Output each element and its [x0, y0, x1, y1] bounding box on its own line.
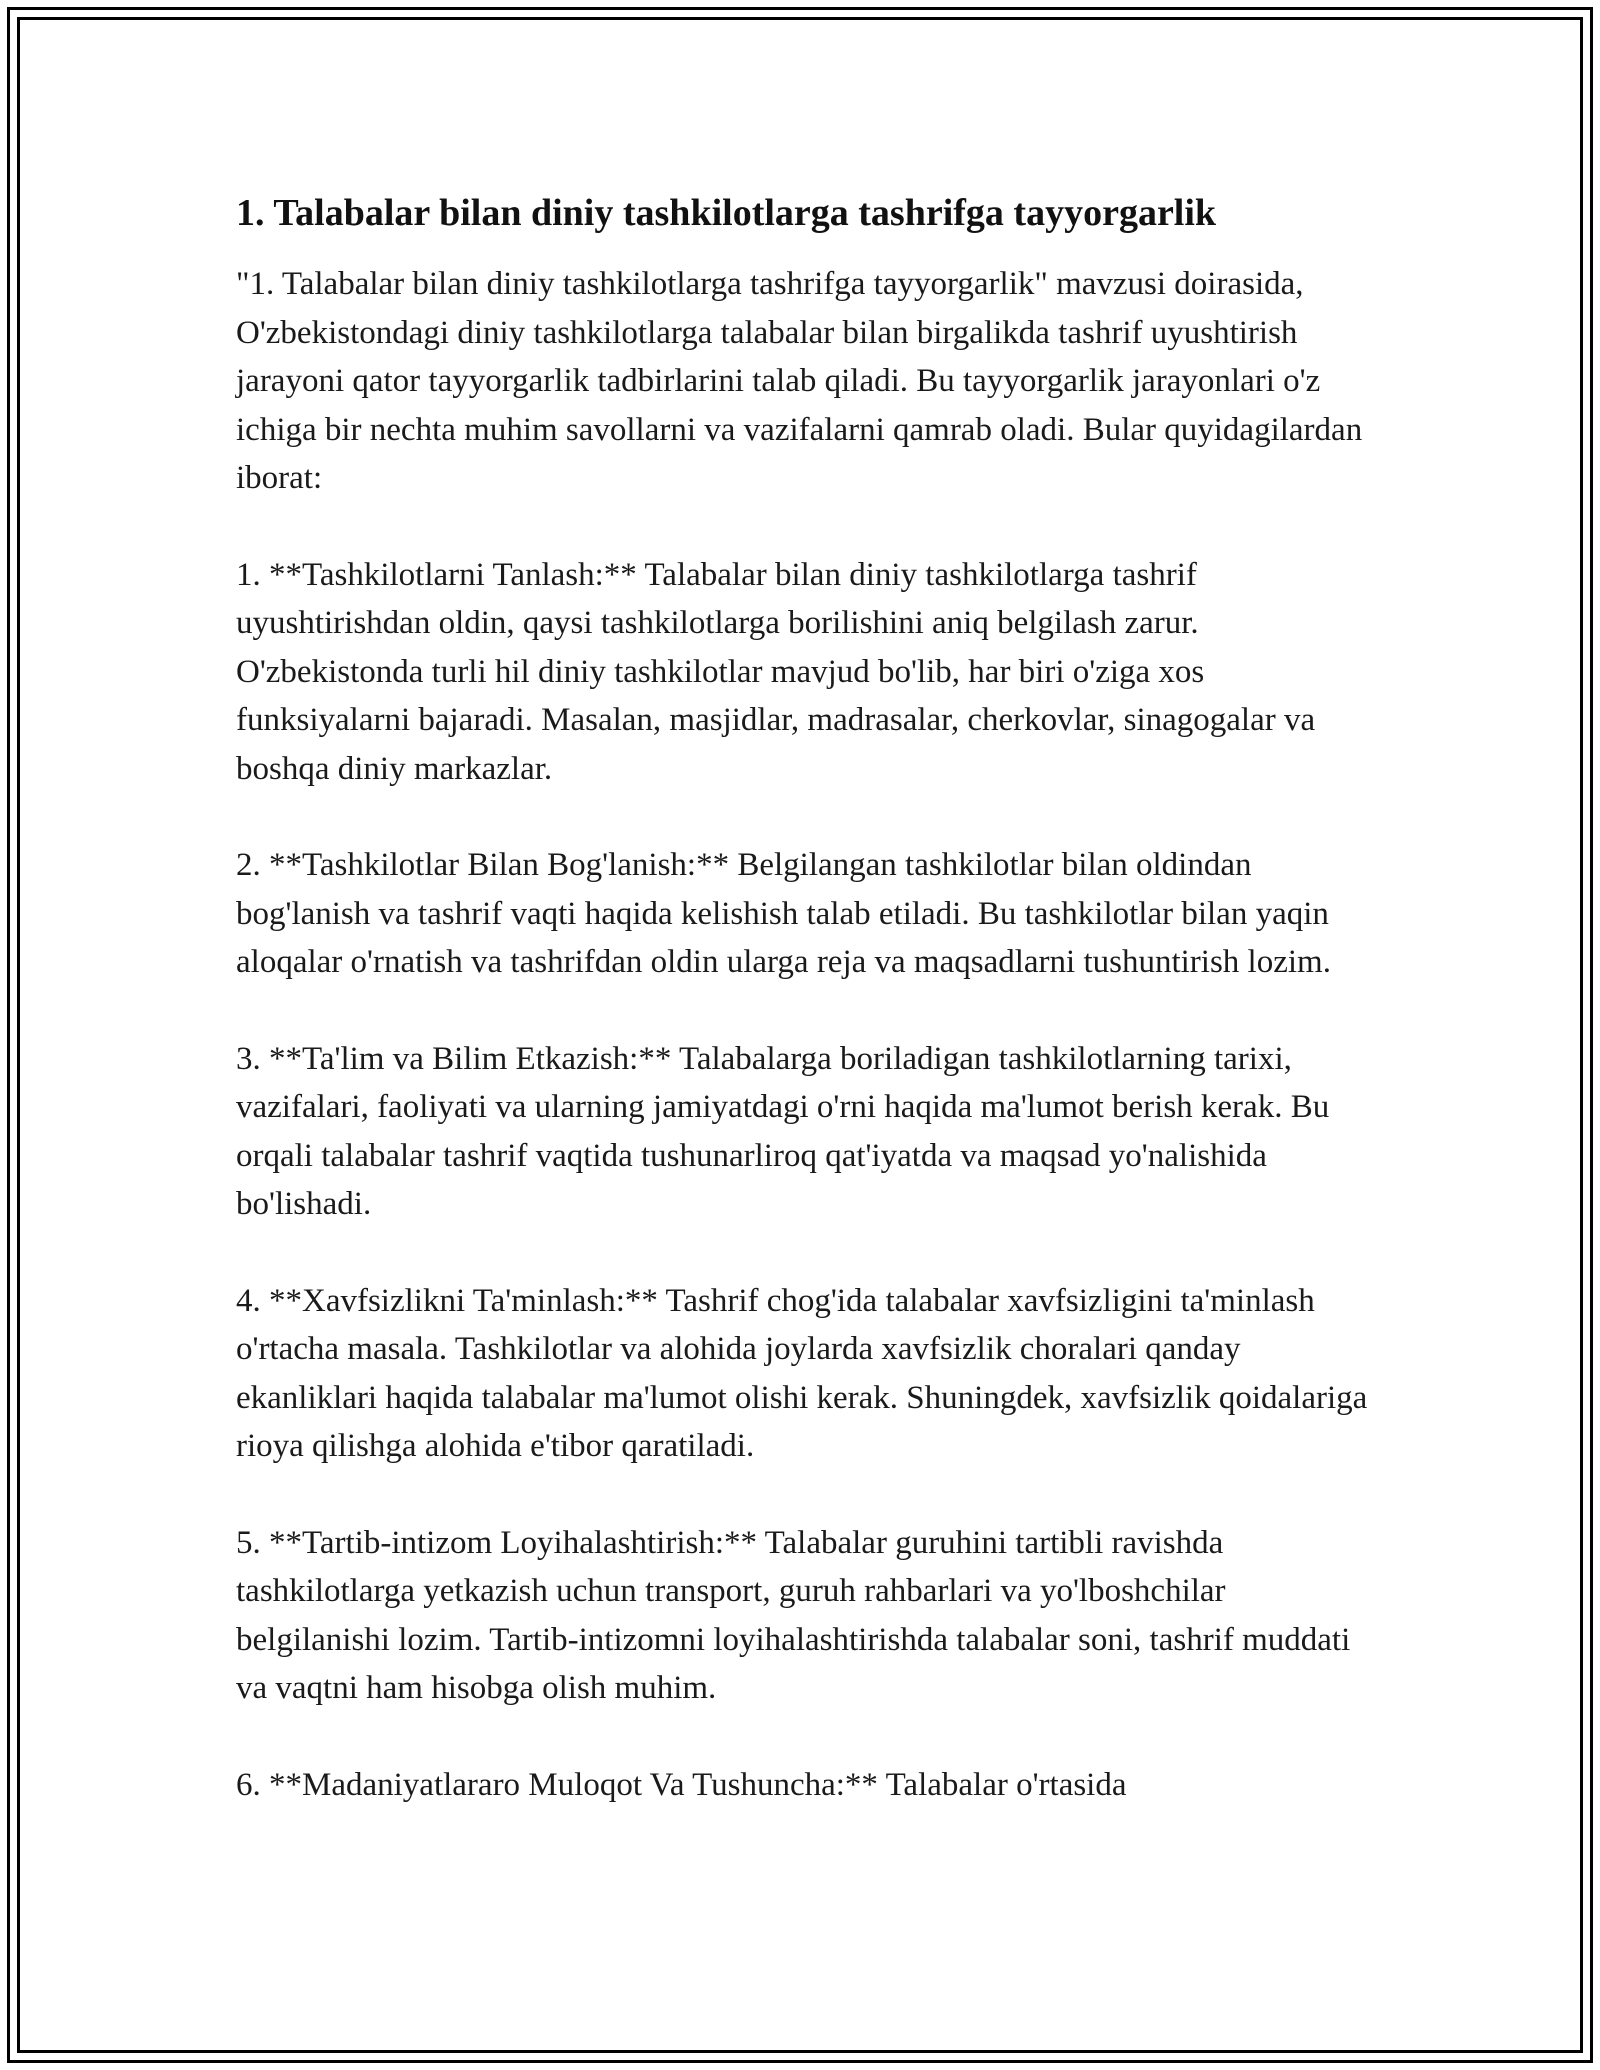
- list-item-6: 6. **Madaniyatlararo Muloqot Va Tushuncha:** Talabalar o'rtasida: [236, 1766, 1127, 1803]
- intro-paragraph: "1. Talabalar bilan diniy tashkilotlarga tashrifga tayyorgarlik" mavzusi doirasida, O'zbekistondagi diniy tashkilotlarga talabalar bilan birgalikda tashrif uyushtirish jarayoni qator tayyorgarlik tadbirlarini talab qiladi. Bu tayyorgarlik jarayonlari o'z ichiga bir nechta muhim savollarni va vazifalarni qamrab oladi. Bular quyidagilardan iborat:: [236, 266, 1363, 496]
- list-item-5: 5. **Tartib-intizom Loyihalashtirish:** Talabalar guruhini tartibli ravishda tashkilotlarga yetkazish uchun transport, guruh rahbarlari va yo'lboshchilar belgilanishi lozim. Tartib-intizomni loyihalashtirishda talabalar soni, tashrif muddati va vaqtni ham hisobga olish muhim.: [236, 1524, 1351, 1706]
- list-item-2: 2. **Tashkilotlar Bilan Bog'lanish:** Belgilangan tashkilotlar bilan oldindan bog'lanish va tashrif vaqti haqida kelishish talab etiladi. Bu tashkilotlar bilan yaqin aloqalar o'rnatish va tashrifdan oldin ularga reja va maqsadlarni tushuntirish lozim.: [236, 847, 1331, 980]
- list-item-3: 3. **Ta'lim va Bilim Etkazish:** Talabalarga boriladigan tashkilotlarning tarixi, vazifalari, faoliyati va ularning jamiyatdagi o'rni haqida ma'lumot berish kerak. Bu orqali talabalar tashrif vaqtida tushunarliroq qat'iyatda va maqsad yo'nalishida bo'lishadi.: [236, 1040, 1330, 1222]
- list-item-1: 1. **Tashkilotlarni Tanlash:** Talabalar bilan diniy tashkilotlarga tashrif uyushtirishdan oldin, qaysi tashkilotlarga borilishini aniq belgilash zarur. O'zbekistonda turli hil diniy tashkilotlar mavjud bo'lib, har biri o'ziga xos funksiyalarni bajaradi. Masalan, masjidlar, madrasalar, cherkovlar, sinagogalar va boshqa diniy markazlar.: [236, 556, 1316, 787]
- list-item-4: 4. **Xavfsizlikni Ta'minlash:** Tashrif chog'ida talabalar xavfsizligini ta'minlash o'rtacha masala. Tashkilotlar va alohida joylarda xavfsizlik choralari qanday ekanliklari haqida talabalar ma'lumot olishi kerak. Shuningdek, xavfsizlik qoidalariga rioya qilishga alohida e'tibor qaratiladi.: [236, 1282, 1368, 1464]
- document-body: [236, 188, 1386, 1857]
- document-title: 1. Talabalar bilan diniy tashkilotlarga tashrifga tayyorgarlik: [236, 192, 1217, 234]
